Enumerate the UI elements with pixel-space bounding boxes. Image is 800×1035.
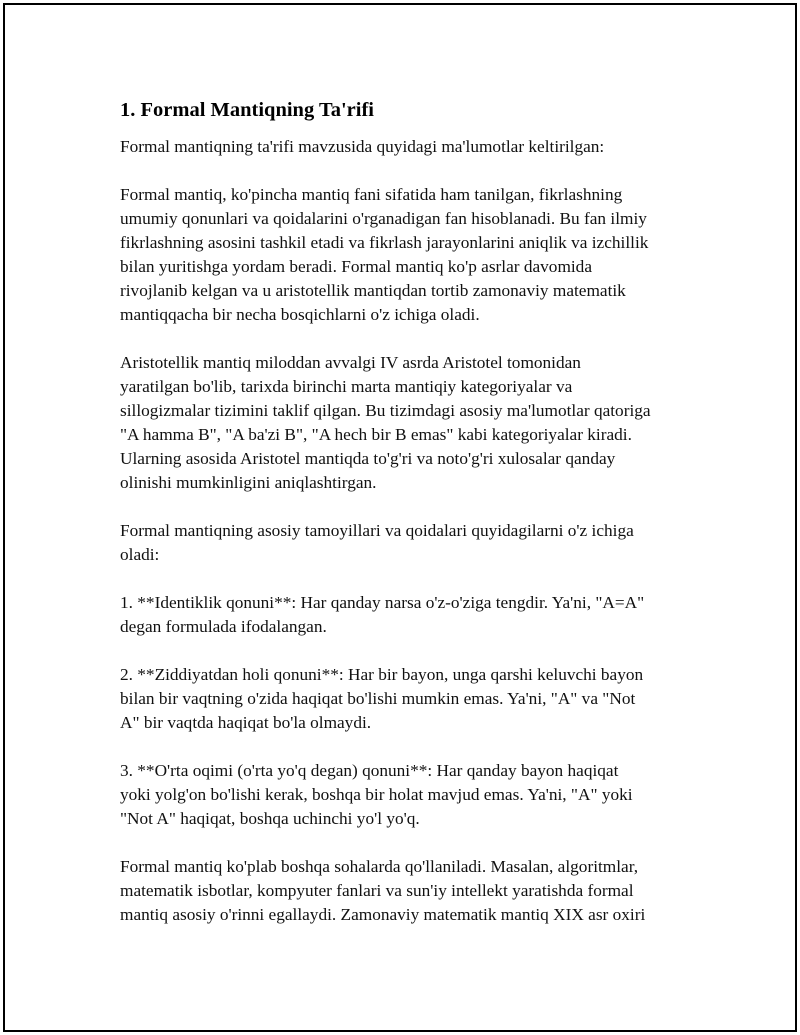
document-body bbox=[120, 97, 695, 951]
text-line: yoki yolg'on bo'lishi kerak, boshqa bir holat mavjud emas. Ya'ni, "A" yoki bbox=[120, 785, 633, 804]
intro-paragraph bbox=[120, 135, 695, 159]
aristotle-paragraph bbox=[120, 351, 695, 495]
text-line: rivojlanib kelgan va u aristotellik mantiqdan tortib zamonaviy matematik bbox=[120, 281, 626, 300]
text-line: mantiqqacha bir necha bosqichlarni o'z ichiga oladi. bbox=[120, 305, 480, 324]
text-line: yaratilgan bo'lib, tarixda birinchi marta mantiqiy kategoriyalar va bbox=[120, 377, 573, 396]
text-line: "A hamma B", "A ba'zi B", "A hech bir B emas" kabi kategoriyalar kiradi. bbox=[120, 425, 632, 444]
text-line: umumiy qonunlari va qoidalarini o'rganadigan fan hisoblanadi. Bu fan ilmiy bbox=[120, 209, 647, 228]
text-line: bilan bir vaqtning o'zida haqiqat bo'lishi mumkin emas. Ya'ni, "A" va "Not bbox=[120, 689, 636, 708]
text-line: Formal mantiq, ko'pincha mantiq fani sifatida ham tanilgan, fikrlashning bbox=[120, 185, 623, 204]
non-contradiction-law-item bbox=[120, 663, 695, 735]
text-line: mantiq asosiy o'rinni egallaydi. Zamonaviy matematik mantiq XIX asr oxiri bbox=[120, 905, 646, 924]
text-line: Formal mantiqning asosiy tamoyillari va qoidalari quyidagilarni o'z ichiga bbox=[120, 521, 634, 540]
definition-paragraph bbox=[120, 183, 695, 327]
page-frame bbox=[3, 3, 797, 1032]
section-heading: 1. Formal Mantiqning Ta'rifi bbox=[120, 99, 374, 121]
text-line: Ularning asosida Aristotel mantiqda to'g'ri va noto'g'ri xulosalar qanday bbox=[120, 449, 616, 468]
text-line: fikrlashning asosini tashkil etadi va fikrlash jarayonlarini aniqlik va izchillik bbox=[120, 233, 649, 252]
text-line: Aristotellik mantiq miloddan avvalgi IV asrda Aristotel tomonidan bbox=[120, 353, 581, 372]
text-line: Formal mantiqning ta'rifi mavzusida quyidagi ma'lumotlar keltirilgan: bbox=[120, 137, 605, 156]
text-line: sillogizmalar tizimini taklif qilgan. Bu tizimdagi asosiy ma'lumotlar qatoriga bbox=[120, 401, 651, 420]
text-line: 3. **O'rta oqimi (o'rta yo'q degan) qonuni**: Har qanday bayon haqiqat bbox=[120, 761, 619, 780]
text-line: 2. **Ziddiyatdan holi qonuni**: Har bir bayon, unga qarshi keluvchi bayon bbox=[120, 665, 644, 684]
text-line: olinishi mumkinligini aniqlashtirgan. bbox=[120, 473, 377, 492]
applications-paragraph bbox=[120, 855, 695, 927]
text-line: A" bir vaqtda haqiqat bo'la olmaydi. bbox=[120, 713, 372, 732]
text-line: oladi: bbox=[120, 545, 160, 564]
excluded-middle-law-item bbox=[120, 759, 695, 831]
text-line: 1. **Identiklik qonuni**: Har qanday narsa o'z-o'ziga tengdir. Ya'ni, "A=A" bbox=[120, 593, 645, 612]
principles-intro-paragraph bbox=[120, 519, 695, 567]
text-line: "Not A" haqiqat, boshqa uchinchi yo'l yo'q. bbox=[120, 809, 420, 828]
identity-law-item bbox=[120, 591, 695, 639]
text-line: degan formulada ifodalangan. bbox=[120, 617, 327, 636]
text-line: bilan yuritishga yordam beradi. Formal mantiq ko'p asrlar davomida bbox=[120, 257, 592, 276]
text-line: matematik isbotlar, kompyuter fanlari va sun'iy intellekt yaratishda formal bbox=[120, 881, 634, 900]
text-line: Formal mantiq ko'plab boshqa sohalarda qo'llaniladi. Masalan, algoritmlar, bbox=[120, 857, 639, 876]
